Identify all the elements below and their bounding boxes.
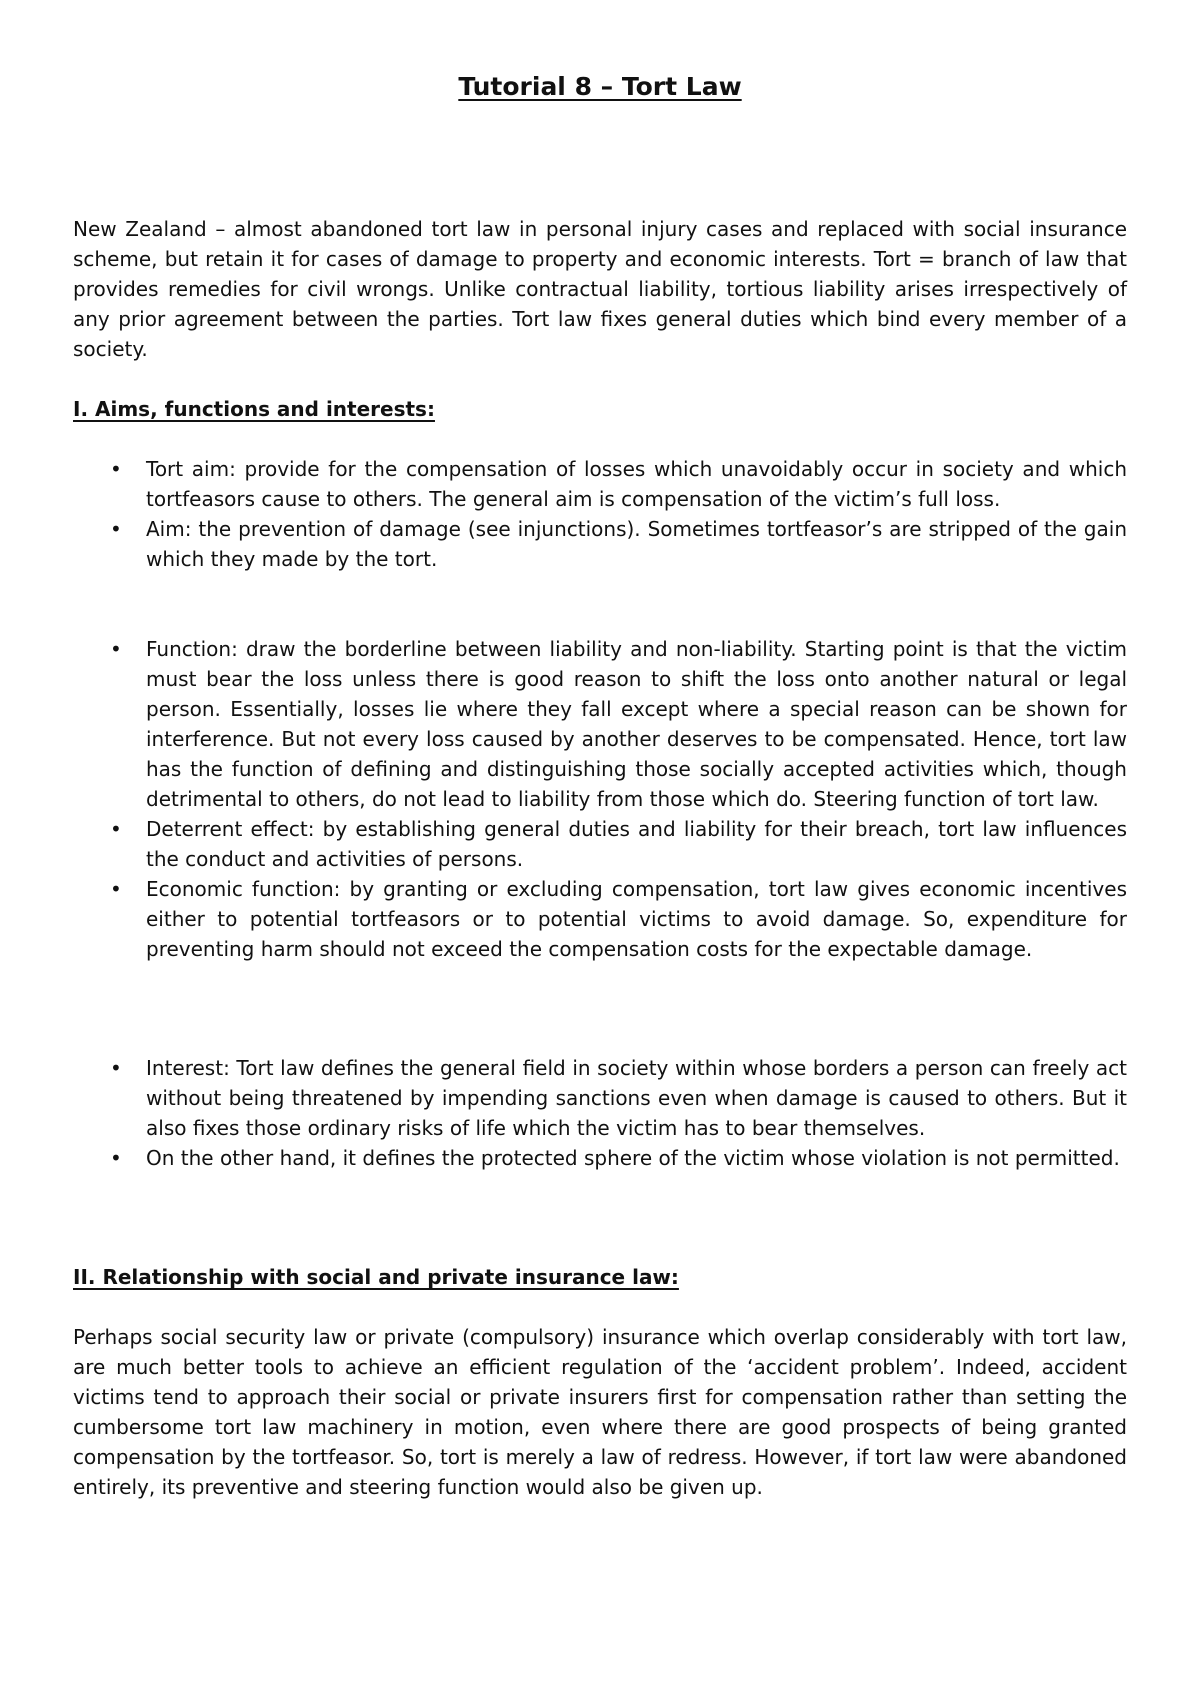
bullet-icon: • (110, 817, 122, 841)
list-item: • Function: draw the borderline between liability and non-liability. Starting point is that the victim must bear the loss unless there is good reason to shift the loss onto another natural or legal person. Essentially, losses lie where they fall except where a special reason can be shown for interference. But not every loss caused by another deserves to be compensated. Hence, tort law has the function of defining and distinguishing those socially accepted activities which, though detrimental to others, do not lead to liability from those which do. Steering function of tort law. (73, 634, 1127, 814)
section-heading-insurance: II. Relationship with social and private insurance law: (73, 1265, 679, 1289)
bullet-icon: • (110, 457, 122, 481)
list-item: • On the other hand, it defines the protected sphere of the victim whose violation is not permitted. (73, 1143, 1127, 1173)
bullet-list-functions (73, 634, 1127, 964)
list-item: • Tort aim: provide for the compensation of losses which unavoidably occur in society and which tortfeasors cause to others. The general aim is compensation of the victim’s full loss. (73, 454, 1127, 514)
bullet-list-interests (73, 1053, 1127, 1173)
bullet-icon: • (110, 1146, 122, 1170)
list-item: • Deterrent effect: by establishing general duties and liability for their breach, tort law influences the conduct and activities of persons. (73, 814, 1127, 874)
insurance-paragraph: Perhaps social security law or private (compulsory) insurance which overlap considerably with tort law, are much better tools to achieve an efficient regulation of the ‘accident problem’. Indeed, accident victims tend to approach their social or private insurers first for compensation rather than setting the cumbersome tort law machinery in motion, even where there are good prospects of being granted compensation by the tortfeasor. So, tort is merely a law of redress. However, if tort law were abandoned entirely, its preventive and steering function would also be given up. (73, 1325, 1127, 1499)
section-heading-aims: I. Aims, functions and interests: (73, 397, 435, 421)
bullet-icon: • (110, 517, 122, 541)
bullet-icon: • (110, 877, 122, 901)
list-item: • Interest: Tort law defines the general field in society within whose borders a person can freely act without being threatened by impending sanctions even when damage is caused to others. But it also fixes those ordinary risks of life which the victim has to bear themselves. (73, 1053, 1127, 1143)
intro-paragraph: New Zealand – almost abandoned tort law in personal injury cases and replaced with social insurance scheme, but retain it for cases of damage to property and economic interests. Tort = branch of law that provides remedies for civil wrongs. Unlike contractual liability, tortious liability arises irrespectively of any prior agreement between the parties. Tort law fixes general duties which bind every member of a society. (73, 217, 1127, 361)
page-title: Tutorial 8 – Tort Law (458, 72, 742, 101)
list-item: • Aim: the prevention of damage (see injunctions). Sometimes tortfeasor’s are stripped of the gain which they made by the tort. (73, 514, 1127, 574)
bullet-list-aims (73, 454, 1127, 574)
list-item: • Economic function: by granting or excluding compensation, tort law gives economic incentives either to potential tortfeasors or to potential victims to avoid damage. So, expenditure for preventing harm should not exceed the compensation costs for the expectable damage. (73, 874, 1127, 964)
bullet-icon: • (110, 1056, 122, 1080)
bullet-icon: • (110, 637, 122, 661)
